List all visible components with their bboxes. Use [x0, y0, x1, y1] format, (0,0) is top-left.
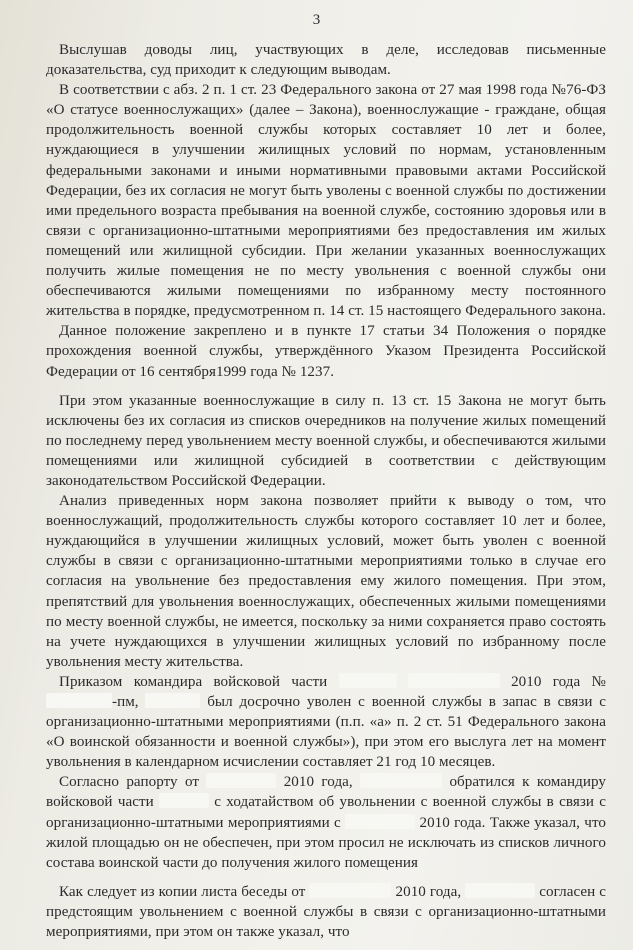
redacted-person-name	[145, 693, 200, 708]
order-text-end: был досрочно уволен с военной службы в запас в связи с организационно-штатными мероприятиями (п.п. «а» п. 2 ст. 51 Федерального закона «О воинской обязанности и военной службы»), при этом его выслуга лет на момент увольнения в календарном исчислении составляет 21 год 10 месяцев.	[46, 694, 606, 771]
redacted-unit-number	[339, 673, 397, 688]
paragraph-interview	[46, 882, 606, 942]
report-text-end: 2010 года. Также указал, что жилой площадью он не обеспечен, при этом просил не исключать из списков личного состава воинской части до получения жилого помещения	[46, 814, 606, 871]
order-year-text: 2010 года №	[511, 673, 606, 690]
order-suffix: -пм,	[112, 694, 139, 710]
document-body	[46, 40, 606, 942]
paragraph-law-status: В соответствии с абз. 2 п. 1 ст. 23 Федерального закона от 27 мая 1998 года №76-ФЗ «О статусе военнослужащих» (далее – Закона), военнослужащие - граждане, общая продолжительность военной службы которых составляет 10 лет и более, нуждающиеся в улучшении жилищных условий по нормам, установленным федеральными законами и иными нормативными правовыми актами Российской Федерации, без их согласия не могут быть уволены с военной службы по достижении ими предельного возраста пребывания на военной службе, состоянию здоровья или в связи с организационно-штатными мероприятиями без предоставления им жилых помещений или жилищной субсидии. При желании указанных военнослужащих получить жилые помещения не по месту увольнения с военной службы они обеспечиваются жилыми помещениями по избранному месту постоянного жительства в порядке, предусмотренном п. 14 ст. 15 настоящего Федерального закона.	[46, 82, 606, 320]
redacted-report-date	[206, 773, 276, 788]
paragraph-order	[46, 672, 606, 772]
redacted-interview-date	[309, 883, 391, 898]
interview-text-end: согласен с предстоящим увольнением с военной службы в связи с организационно-штатными мероприятиями, при этом он также указал, что	[46, 883, 607, 941]
order-text-start: Приказом командира войсковой части	[59, 673, 328, 690]
redacted-interviewee-name	[465, 883, 535, 898]
report-year-text: 2010 года,	[283, 774, 353, 791]
paragraph-conclusions: Выслушав доводы лиц, участвующих в деле, исследовав письменные доказательства, суд приходит к следующим выводам.	[46, 42, 606, 79]
paragraph-report	[46, 772, 606, 872]
report-text-mid: обратился к командиру войсковой части	[46, 774, 607, 811]
report-text-request: с ходатайством об увольнении с военной службы в связи с организационно-штатными мероприятиями с	[46, 794, 606, 831]
interview-year-text: 2010 года,	[395, 883, 462, 900]
redacted-order-date	[408, 673, 500, 688]
report-text-start: Согласно рапорту от	[59, 774, 200, 791]
redacted-discharge-date	[345, 814, 415, 829]
redacted-order-number	[46, 693, 112, 708]
paragraph-analysis: Анализ приведенных норм закона позволяет прийти к выводу о том, что военнослужащий, продолжительность службы которого составляет 10 лет и более, нуждающийся в улучшении жилищных условий, может быть уволен с военной службы в связи с организационно-штатными мероприятиями только в случае его согласия на увольнение без предоставления ему жилого помещения. При этом, препятствий для увольнения военнослужащих, обеспеченных жилыми помещениями по месту военной службы, не имеется, поскольку за ними сохраняется право состоять на учете нуждающихся в улучшении жилищных условий по избранному после увольнения месту жительства.	[46, 493, 606, 670]
redacted-unit-number-2	[159, 793, 209, 808]
paragraph-regulation: Данное положение закреплено и в пункте 17 статьи 34 Положения о порядке прохождения военной службы, утверждённого Указом Президента Российской Федерации от 16 сентября1999 года № 1237.	[46, 323, 606, 380]
paragraph-exclusion: При этом указанные военнослужащие в силу п. 13 ст. 15 Закона не могут быть исключены без их согласия из списков очередников на получение жилых помещений по последнему перед увольнением месту военной службы, и обеспечиваются жилыми помещениями или жилищной субсидией в соответствии с действующим законодательством Российской Федерации.	[46, 392, 606, 489]
page-number: 3	[312, 12, 321, 28]
interview-text-start: Как следует из копии листа беседы от	[59, 883, 306, 900]
redacted-applicant-name	[360, 773, 442, 788]
